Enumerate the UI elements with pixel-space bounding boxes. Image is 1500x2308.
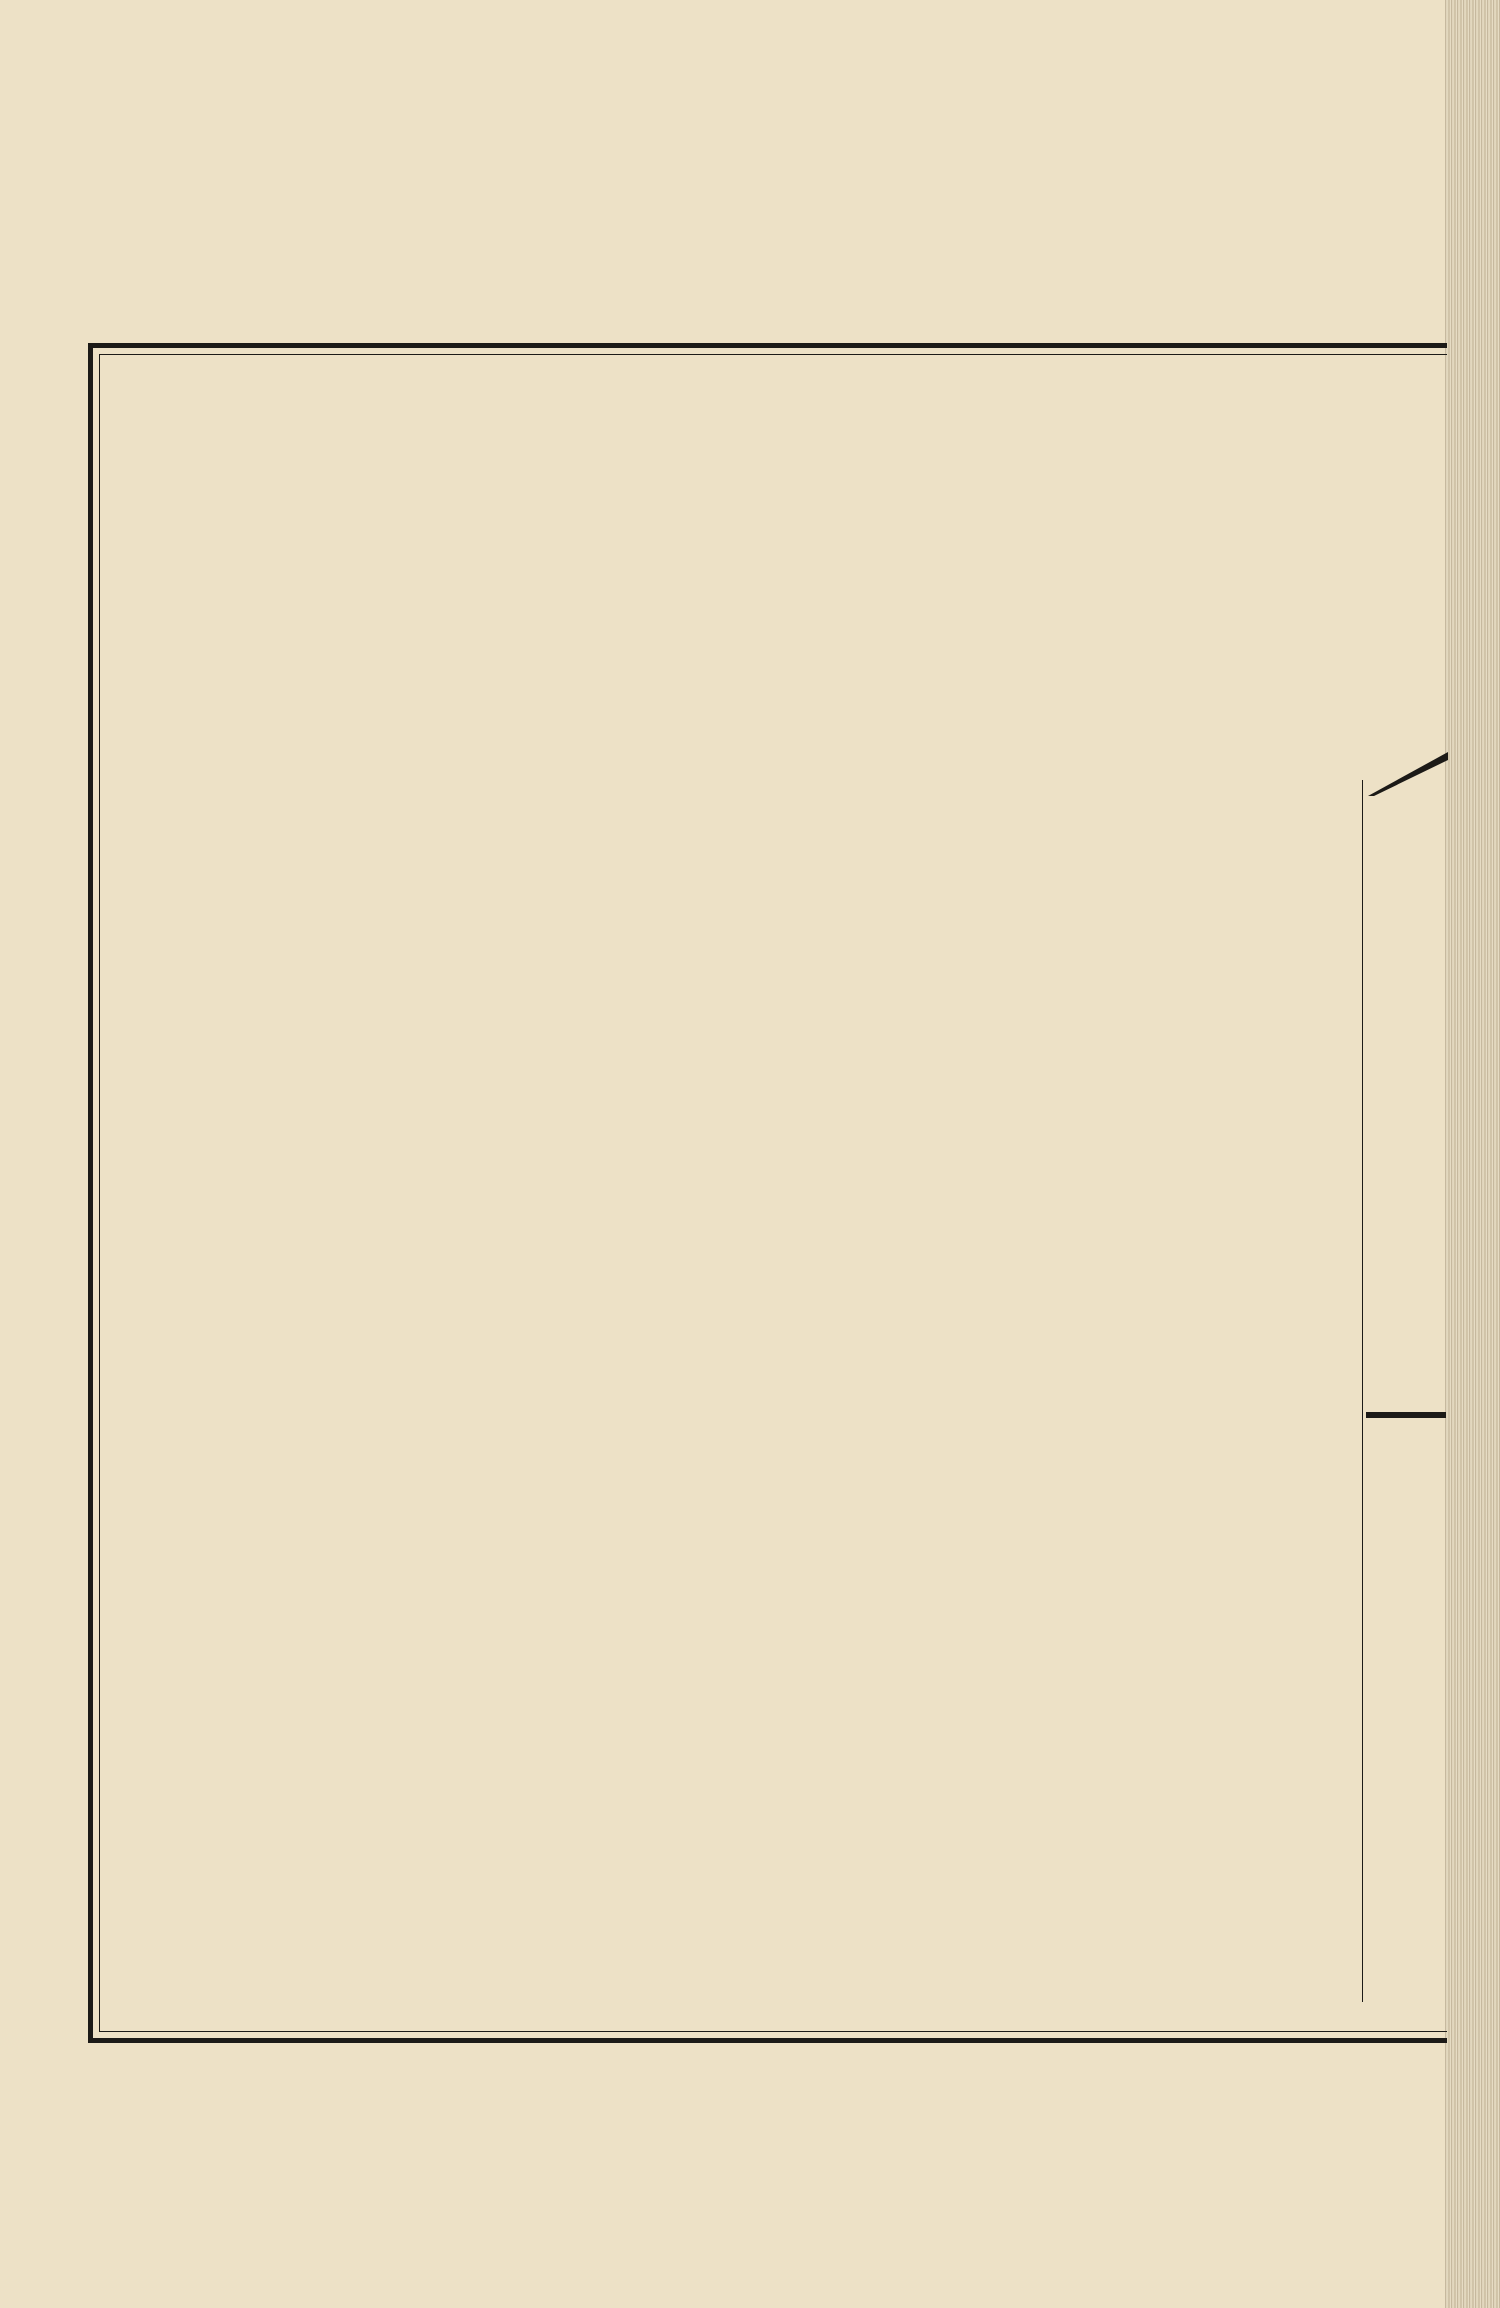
chapter-mark-icon (1368, 752, 1448, 796)
page-frame (88, 343, 1447, 2043)
side-margin-panel (1362, 780, 1441, 2002)
page-edge-shadow (1445, 0, 1500, 2308)
side-divider (1366, 1412, 1446, 1418)
